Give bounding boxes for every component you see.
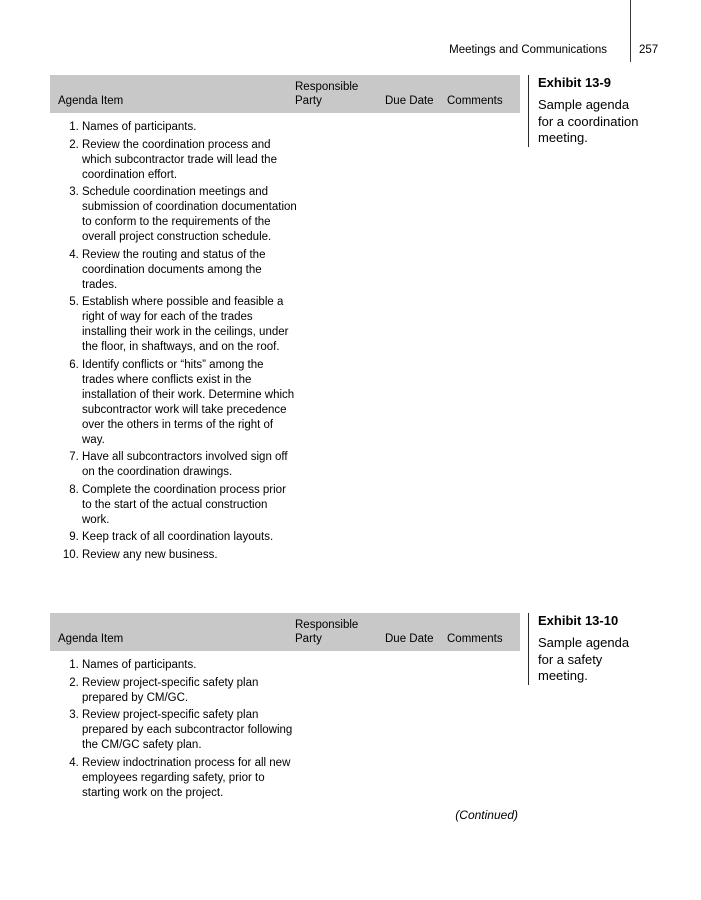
agenda-item: 9. Keep track of all coordination layouts. [82,530,298,545]
agenda-item: 6. Identify conflicts or “hits” among the trades where conflicts exist in the installation of their work. Determine which subcontractor work will take precedence over the others in terms of the right of way. [82,358,298,448]
column-header-due-date: Due Date [385,633,434,645]
safety-agenda-table [50,613,520,803]
agenda-item: 3. Schedule coordination meetings and submission of coordination documentation to conform to the requirements of the overall project construction schedule. [82,185,298,245]
column-header-responsible-party [295,80,385,108]
continued-note: (Continued) [455,808,518,822]
agenda-item: 4. Review the routing and status of the coordination documents among the trades. [82,248,298,293]
table-header [50,613,520,651]
column-header-agenda-item: Agenda Item [58,633,124,645]
exhibit-13-10-caption-block [528,613,678,685]
agenda-item: 8. Complete the coordination process prior to the start of the actual construction work. [82,483,298,528]
column-header-responsible-party-label: Responsible Party [295,619,359,645]
column-header-responsible-party-label: Responsible Party [295,81,359,107]
exhibit-13-9-section [50,75,680,565]
column-header-agenda-item: Agenda Item [58,95,124,107]
exhibit-description: Sample agenda for a safety meeting. [538,635,630,683]
table-header [50,75,520,113]
coordination-agenda-table [50,75,520,565]
agenda-item: 3. Review project-specific safety plan prepared by each subcontractor following the CM/GC safety plan. [82,708,298,753]
agenda-item: 10. Review any new business. [82,548,298,563]
exhibit-title: Exhibit 13-9 [538,75,611,90]
exhibit-13-10-section [50,613,680,803]
coordination-agenda-list [50,120,300,563]
page-content [50,75,680,822]
header-divider-rule [630,0,631,62]
agenda-item: 2. Review project-specific safety plan prepared by CM/GC. [82,676,298,706]
agenda-item: 4. Review indoctrination process for all new employees regarding safety, prior to starting work on the project. [82,756,298,801]
agenda-item: 5. Establish where possible and feasible a right of way for each of the trades installing their work in the ceilings, under the floor, in shaftways, and on the roof. [82,295,298,355]
column-header-comments: Comments [447,633,503,645]
agenda-item: 2. Review the coordination process and which subcontractor trade will lead the coordination effort. [82,138,298,183]
agenda-item: 1. Names of participants. [82,120,298,135]
running-title: Meetings and Communications [449,44,607,56]
exhibit-13-9-caption-block [528,75,678,147]
exhibit-description: Sample agenda for a coordination meeting. [538,97,639,145]
exhibit-title: Exhibit 13-10 [538,613,619,628]
agenda-item: 7. Have all subcontractors involved sign off on the coordination drawings. [82,450,298,480]
page-number: 257 [639,44,659,56]
column-header-responsible-party [295,618,385,646]
agenda-item: 1. Names of participants. [82,658,298,673]
safety-agenda-list [50,658,300,801]
column-header-due-date: Due Date [385,95,434,107]
column-header-comments: Comments [447,95,503,107]
